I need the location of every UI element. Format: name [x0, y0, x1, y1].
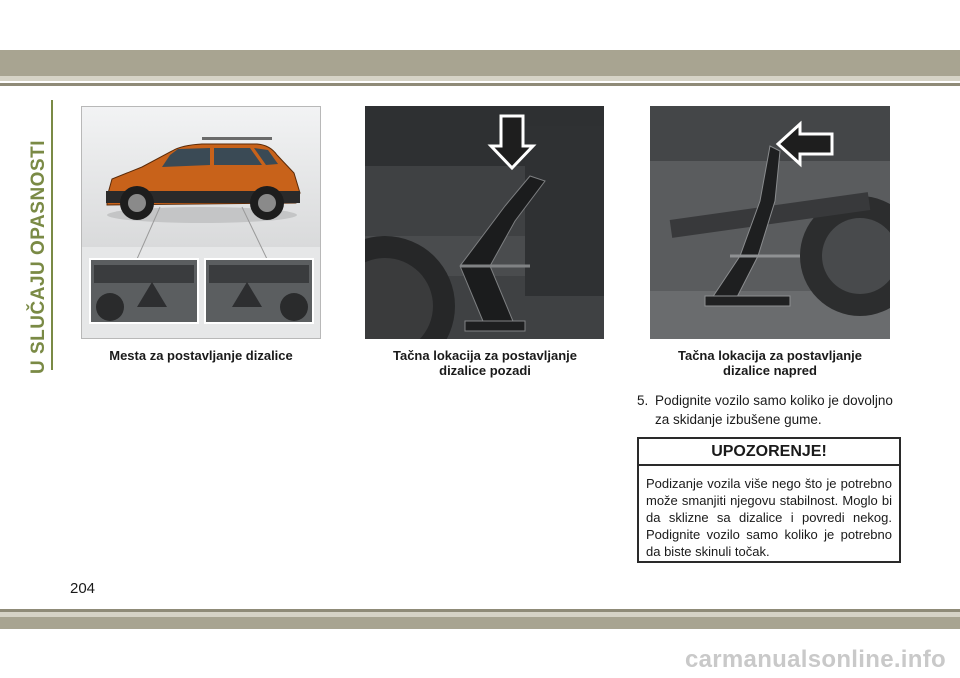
header-rule — [0, 83, 960, 86]
step-text-line1: Podignite vozilo samo koliko je dovoljno — [655, 393, 893, 408]
page-number: 204 — [70, 580, 96, 597]
header-band-light — [0, 76, 960, 81]
caption-front-jack-location: Tačna lokacija za postavljanje dizalice napred — [677, 348, 862, 378]
warning-text: Podizanje vozila više nego što je potrebno može smanjiti njegovu stabilnost. Moglo bi da sklizne sa dizalice i povredi nekog. Podignite vozilo samo koliko je potrebno da biste skinuli točak. — [646, 476, 892, 559]
caption-rear-jack-location: Tačna lokacija za postavljanje dizalice pozadi — [392, 348, 577, 378]
footer-band — [0, 617, 960, 629]
section-title-rule — [51, 100, 53, 370]
rear-jack-photo — [365, 106, 604, 339]
step-text-line2: za skidanje izbušene gume. — [655, 412, 822, 427]
section-title: U SLUČAJU OPASNOSTI — [28, 139, 49, 374]
warning-box — [637, 437, 901, 563]
figure-rear-jack-location — [365, 106, 604, 339]
watermark-text: carmanualsonline.info — [684, 646, 946, 673]
figure-jacking-locations — [81, 106, 321, 339]
jacking-locations-illustration — [82, 107, 321, 339]
figure-front-jack-location — [650, 106, 890, 339]
front-jack-photo — [650, 106, 890, 339]
header-band — [0, 50, 960, 76]
caption-jacking-locations: Mesta za postavljanje dizalice — [109, 348, 293, 363]
step-number: 5. — [637, 393, 649, 408]
instruction-step — [637, 391, 907, 429]
warning-title: UPOZORENJE! — [639, 439, 899, 466]
